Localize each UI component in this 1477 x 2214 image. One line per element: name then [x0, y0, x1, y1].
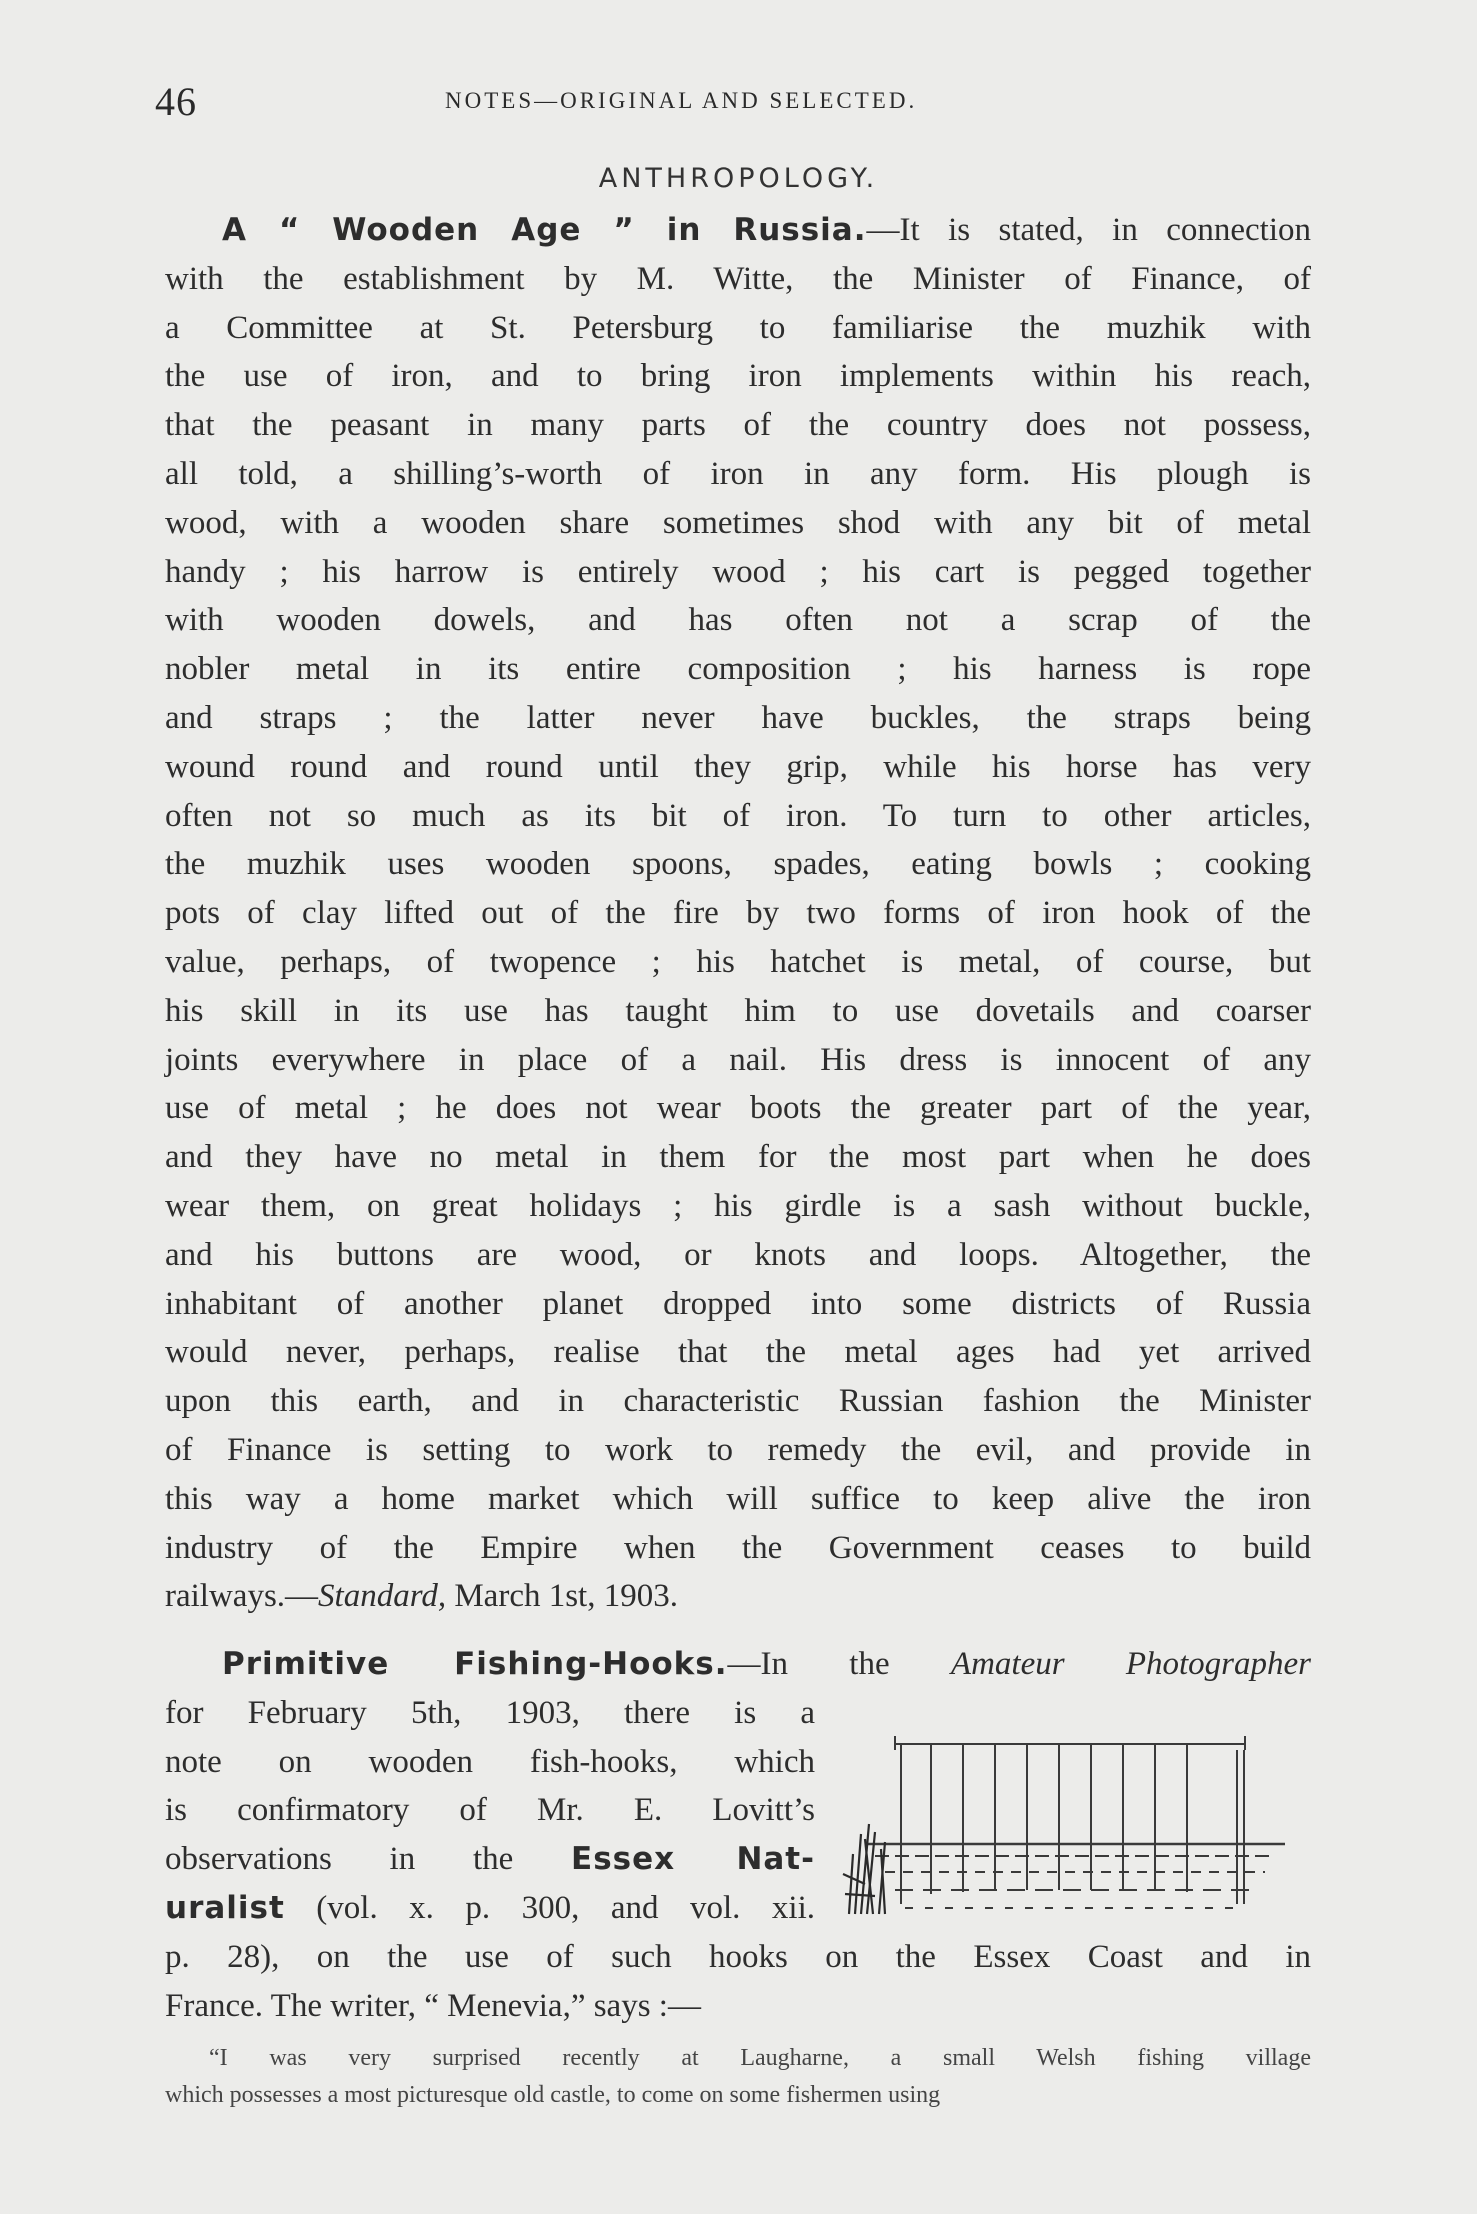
- text-line: joints everywhere in place of a nail. His dress is innocent of any: [165, 1041, 1311, 1078]
- block-quote: [165, 2040, 1311, 2114]
- text-line: pots of clay lifted out of the fire by two forms of iron hook of the: [165, 895, 1311, 932]
- text-line: value, perhaps, of twopence ; his hatchet is metal, of course, but: [165, 943, 1311, 980]
- text-line: inhabitant of another planet dropped into some districts of Russia: [165, 1285, 1311, 1322]
- article-title: Primitive Fishing-Hooks.: [222, 1646, 728, 1682]
- text-line: the muzhik uses wooden spoons, spades, eating bowls ; cooking: [165, 846, 1311, 883]
- text-line: use of metal ; he does not wear boots the greater part of the year,: [165, 1090, 1311, 1127]
- text-line: uralist (vol. x. p. 300, and vol. xii.: [165, 1889, 815, 1926]
- text-line: that the peasant in many parts of the country does not possess,: [165, 407, 1311, 444]
- text-line: upon this earth, and in characteristic Russian fashion the Minister: [165, 1383, 1311, 1420]
- text-line: and they have no metal in them for the most part when he does: [165, 1139, 1311, 1176]
- article-title: A “ Wooden Age ” in Russia.: [222, 212, 867, 248]
- text-line: wear them, on great holidays ; his girdle is a sash without buckle,: [165, 1187, 1311, 1224]
- text-line: is confirmatory of Mr. E. Lovitt’s: [165, 1792, 815, 1829]
- text-line: would never, perhaps, realise that the metal ages had yet arrived: [165, 1334, 1311, 1371]
- text-line: his skill in its use has taught him to use dovetails and coarser: [165, 992, 1311, 1029]
- section-heading: ANTHROPOLOGY.: [598, 163, 879, 194]
- text-line: of Finance is setting to work to remedy the evil, and provide in: [165, 1431, 1311, 1468]
- page-number: 46: [155, 79, 197, 124]
- text-line: France. The writer, “ Menevia,” says :—: [165, 1987, 701, 2024]
- text-line: wood, with a wooden share sometimes shod with any bit of metal: [165, 504, 1311, 541]
- text-line: the use of iron, and to bring iron implements within his reach,: [165, 358, 1311, 395]
- text-line: and straps ; the latter never have buckles, the straps being: [165, 699, 1311, 736]
- running-head: [155, 78, 1325, 128]
- article-citation-line: railways.—Standard, March 1st, 1903.: [165, 1578, 678, 1615]
- quote-line: “I was very surprised recently at Laugharne, a small Welsh fishing village: [209, 2045, 1311, 2071]
- text-line: all told, a shilling’s-worth of iron in any form. His plough is: [165, 455, 1311, 492]
- source-name: Standard,: [318, 1578, 447, 1615]
- text-line: handy ; his harrow is entirely wood ; his cart is pegged together: [165, 553, 1311, 590]
- text-line: p. 28), on the use of such hooks on the Essex Coast and in: [165, 1938, 1311, 1975]
- article-wooden-age: [165, 206, 1311, 1621]
- stake-net-drawing: [835, 1714, 1295, 1944]
- text-line: with wooden dowels, and has often not a scrap of the: [165, 602, 1311, 639]
- text-line: a Committee at St. Petersburg to familiarise the muzhik with: [165, 309, 1311, 346]
- text-line: and his buttons are wood, or knots and loops. Altogether, the: [165, 1236, 1311, 1273]
- text-line: this way a home market which will suffice to keep alive the iron: [165, 1480, 1311, 1517]
- article-first-line: A “ Wooden Age ” in Russia.—It is stated, in connection: [222, 212, 1312, 248]
- text-line: industry of the Empire when the Government ceases to build: [165, 1529, 1311, 1566]
- text-line: often not so much as its bit of iron. To turn to other articles,: [165, 797, 1311, 834]
- text-line: observations in the Essex Nat-: [165, 1841, 815, 1878]
- text-line: nobler metal in its entire composition ; his harness is rope: [165, 651, 1311, 688]
- journal-name: Essex Nat-: [571, 1841, 815, 1878]
- text-line: with the establishment by M. Witte, the Minister of Finance, of: [165, 260, 1311, 297]
- running-title: NOTES—ORIGINAL AND SELECTED.: [445, 88, 918, 113]
- text-line: wound round and round until they grip, while his horse has very: [165, 748, 1311, 785]
- publication-name: Amateur Photographer: [950, 1646, 1311, 1682]
- fishing-stake-net-illustration: [835, 1714, 1295, 1944]
- text-line: note on wooden fish-hooks, which: [165, 1743, 815, 1780]
- text-line: for February 5th, 1903, there is a: [165, 1694, 815, 1731]
- quote-line: which possesses a most picturesque old castle, to come on some fishermen using: [165, 2082, 941, 2108]
- article-first-line: Primitive Fishing-Hooks.—In the Amateur Photographer: [222, 1646, 1311, 1682]
- journal-name-cont: uralist: [165, 1889, 285, 1926]
